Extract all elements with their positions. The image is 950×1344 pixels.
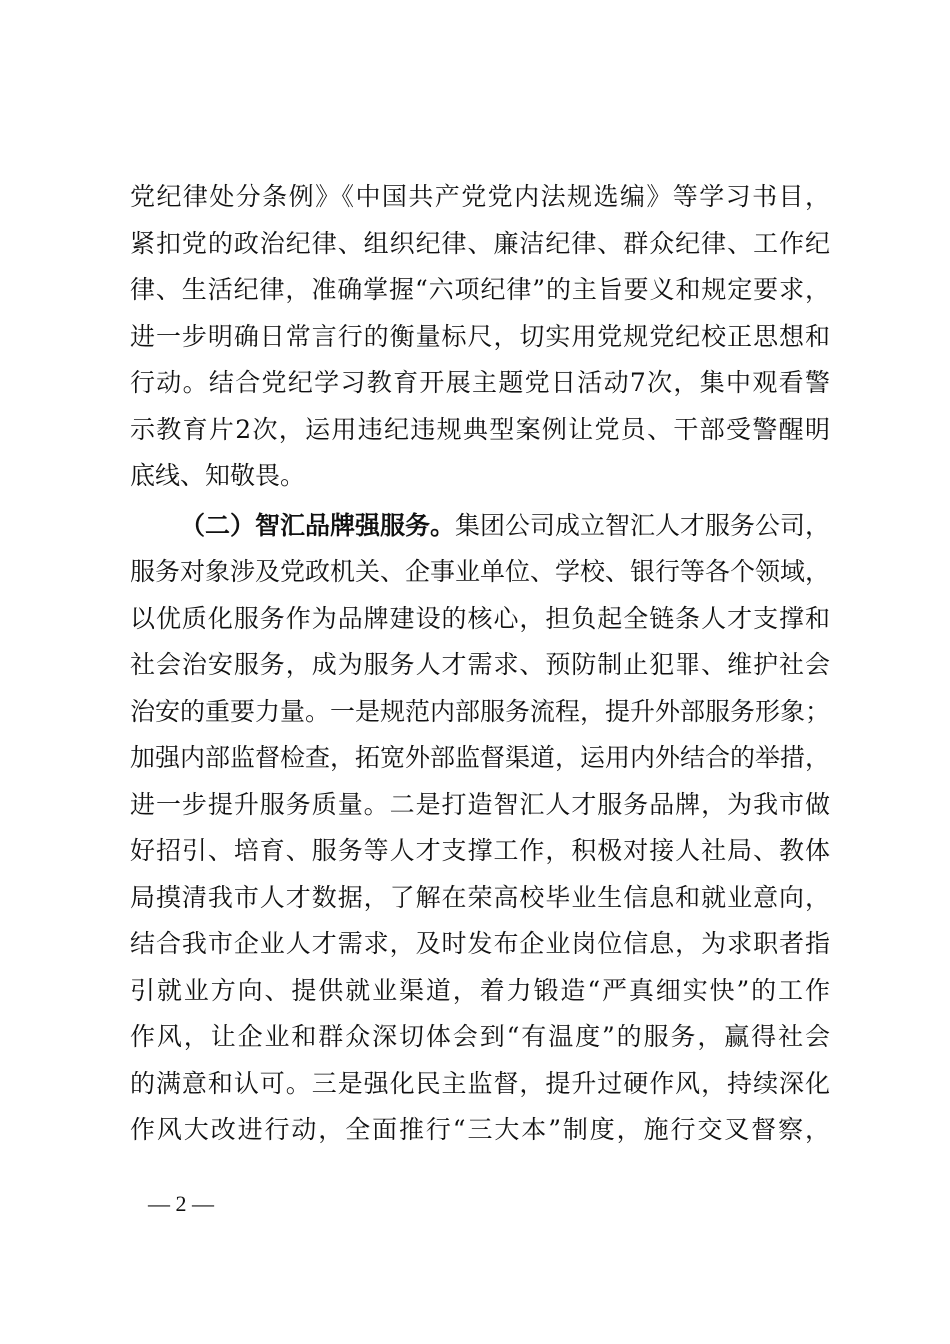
- text-line: 进一步明确日常言行的衡量标尺，切实用党规党纪校正思想和: [130, 322, 830, 351]
- text-line: 作风大改进行动，全面推行“三大本”制度，施行交叉督察，: [130, 1115, 830, 1144]
- text-line: 律、生活纪律，准确掌握“六项纪律”的主旨要义和规定要求，: [130, 275, 830, 304]
- text-line: 结合我市企业人才需求，及时发布企业岗位信息，为求职者指: [130, 929, 830, 958]
- text-line: 底线、知敬畏。: [130, 461, 306, 490]
- text-line: 紧扣党的政治纪律、组织纪律、廉洁纪律、群众纪律、工作纪: [130, 229, 830, 258]
- text-line: 以优质化服务作为品牌建设的核心，担负起全链条人才支撑和: [130, 604, 830, 633]
- first-line-text: 集团公司成立智汇人才服务公司，: [455, 511, 831, 540]
- text-line: 作风，让企业和群众深切体会到“有温度”的服务，赢得社会: [130, 1022, 830, 1051]
- text-line: 引就业方向、提供就业渠道，着力锻造“严真细实快”的工作: [130, 976, 830, 1005]
- section-heading: （二）智汇品牌强服务。: [180, 511, 456, 540]
- text-line: 服务对象涉及党政机关、企事业单位、学校、银行等各个领域，: [130, 557, 831, 586]
- text-line: 示教育片2次，运用违纪违规典型案例让党员、干部受警醒明: [130, 415, 830, 444]
- text-line: 进一步提升服务质量。二是打造智汇人才服务品牌，为我市做: [130, 790, 830, 819]
- text-line: 好招引、培育、服务等人才支撑工作，积极对接人社局、教体: [130, 836, 830, 865]
- text-line: 的满意和认可。三是强化民主监督，提升过硬作风，持续深化: [130, 1069, 830, 1098]
- paragraph-2-first-line: [130, 511, 830, 541]
- text-line: 治安的重要力量。一是规范内部服务流程，提升外部服务形象；: [130, 697, 831, 726]
- page-number: — 2 —: [148, 1191, 214, 1216]
- text-line: 行动。结合党纪学习教育开展主题党日活动7次，集中观看警: [130, 368, 830, 397]
- text-line: 加强内部监督检查，拓宽外部监督渠道，运用内外结合的举措，: [130, 743, 831, 772]
- text-line: 局摸清我市人才数据，了解在荣高校毕业生信息和就业意向，: [130, 883, 830, 912]
- text-line: 社会治安服务，成为服务人才需求、预防制止犯罪、维护社会: [130, 650, 830, 679]
- text-line: 党纪律处分条例》《中国共产党党内法规选编》等学习书目，: [130, 182, 830, 211]
